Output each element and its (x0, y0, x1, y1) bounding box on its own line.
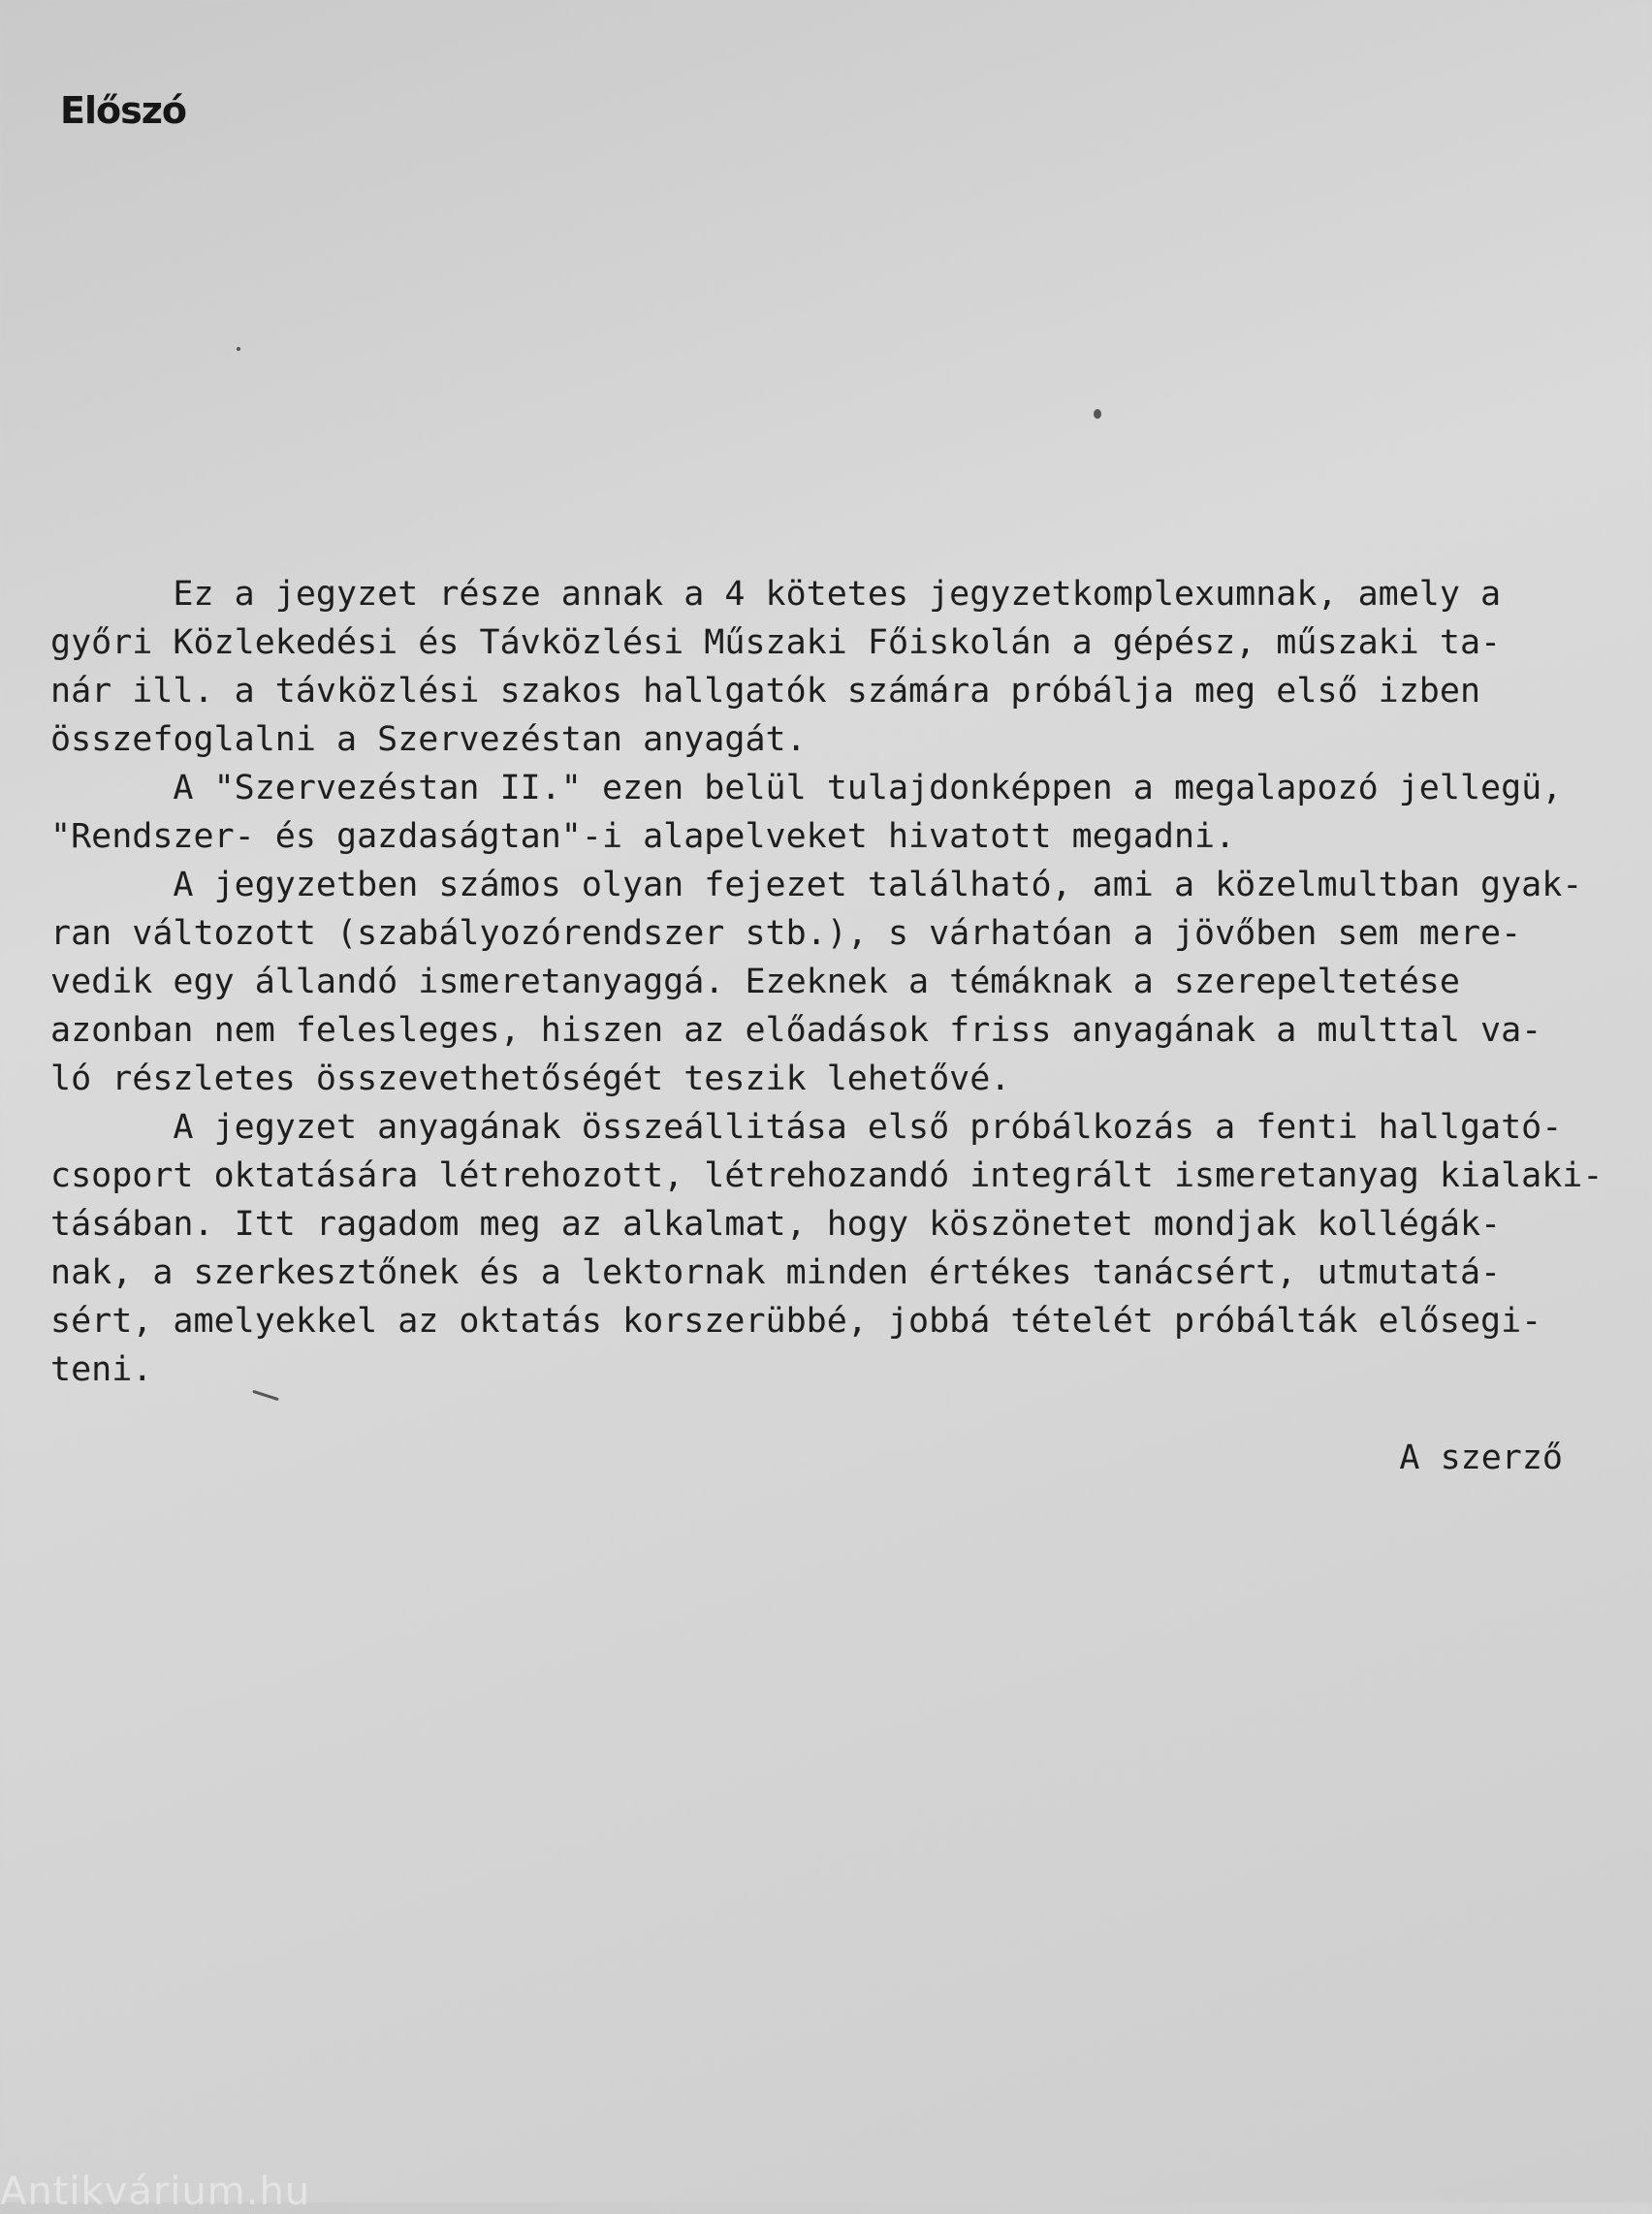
text-line: "Rendszer- és gazdaságtan"-i alapelveket hivatott megadni. (50, 817, 1236, 856)
preface-body (50, 570, 1611, 1394)
text-line: csoport oktatására létrehozott, létrehozandó integrált ismeretanyag kialaki- (50, 1156, 1604, 1195)
text-line: azonban nem felesleges, hiszen az előadások friss anyagának a multtal va- (50, 1011, 1542, 1050)
text-line: teni. (50, 1350, 153, 1389)
text-line: sért, amelyekkel az oktatás korszerübbé, jobbá tételét próbálták elősegi- (50, 1302, 1542, 1341)
author-signature: A szerző (1399, 1439, 1563, 1477)
text-line: győri Közlekedési és Távközlési Műszaki Főiskolán a gépész, műszaki ta- (50, 623, 1502, 662)
text-line: Ez a jegyzet része annak a 4 kötetes jegyzetkomplexumnak, amely a (50, 575, 1502, 614)
paper-speck (1094, 409, 1101, 419)
text-line: tásában. Itt ragadom meg az alkalmat, hogy köszönetet mondjak kollégák- (50, 1205, 1502, 1244)
page-heading: Előszó (60, 89, 186, 132)
text-line: vedik egy állandó ismeretanyaggá. Ezeknek a témáknak a szerepeltetése (50, 963, 1460, 1001)
text-line: nár ill. a távközlési szakos hallgatók számára próbálja meg első izben (50, 672, 1481, 711)
text-line: összefoglalni a Szervezéstan anyagát. (50, 720, 807, 759)
watermark: Antikvárium.hu (0, 2169, 311, 2214)
text-line: A jegyzetben számos olyan fejezet található, ami a közelmultban gyak- (50, 866, 1583, 904)
text-line: ran változott (szabályozórendszer stb.), s várhatóan a jövőben sem mere- (50, 914, 1522, 953)
text-line: ló részletes összevethetőségét teszik lehetővé. (50, 1060, 1011, 1098)
paper-speck (237, 347, 240, 351)
text-line: A jegyzet anyagának összeállitása első próbálkozás a fenti hallgató- (50, 1108, 1563, 1147)
text-line: A "Szervezéstan II." ezen belül tulajdonképpen a megalapozó jellegü, (50, 769, 1563, 807)
text-line: nak, a szerkesztőnek és a lektornak minden értékes tanácsért, utmutatá- (50, 1253, 1502, 1292)
